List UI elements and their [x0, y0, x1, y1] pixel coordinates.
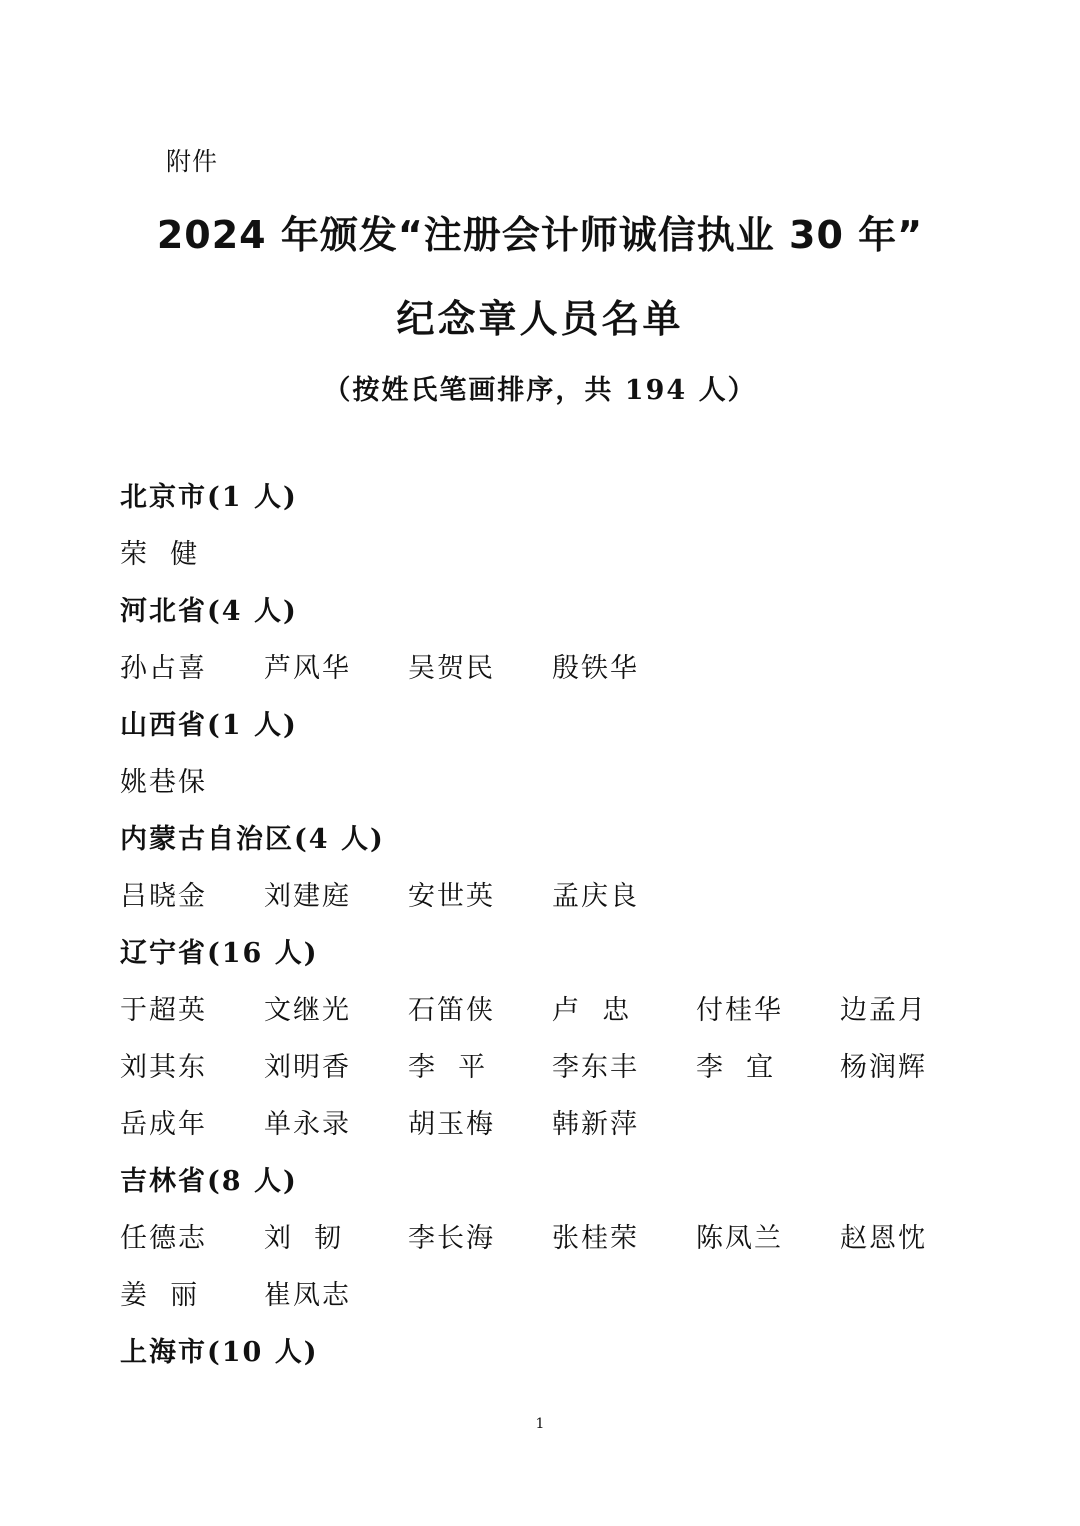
- person-name: 付桂华: [696, 995, 783, 1026]
- person-name: 岳成年: [120, 1109, 207, 1140]
- names-row: [120, 989, 1000, 1046]
- person-name: 石笛侠: [408, 995, 495, 1026]
- names-row: [120, 875, 1000, 932]
- person-name: 于超英: [120, 995, 207, 1026]
- person-name: 吕晓金: [120, 881, 207, 912]
- attachment-label: 附件: [166, 147, 219, 176]
- person-name: 李东丰: [552, 1052, 639, 1083]
- person-name: 杨润辉: [840, 1052, 927, 1083]
- person-name: 李长海: [408, 1223, 495, 1254]
- person-name: 吴贺民: [408, 653, 495, 684]
- person-name: 刘明香: [264, 1052, 351, 1083]
- name-list: [120, 476, 1000, 1388]
- page-number: 1: [535, 1416, 545, 1432]
- person-name: 孟庆良: [552, 881, 639, 912]
- person-name: 崔凤志: [264, 1280, 351, 1311]
- person-name: 芦风华: [264, 653, 351, 684]
- person-name: 安世英: [408, 881, 495, 912]
- person-name: 刘其东: [120, 1052, 207, 1083]
- names-row: [120, 533, 1000, 590]
- document-subtitle: （按姓氏笔画排序，共 194 人）: [323, 375, 757, 406]
- person-name: 荣 健: [120, 539, 200, 570]
- person-name: 文继光: [264, 995, 351, 1026]
- names-row: [120, 1217, 1000, 1274]
- person-name: 刘建庭: [264, 881, 351, 912]
- region-heading: 吉林省(8 人): [120, 1166, 298, 1197]
- person-name: 孙占喜: [120, 653, 207, 684]
- person-name: 刘 韧: [264, 1223, 344, 1254]
- names-row: [120, 761, 1000, 818]
- person-name: 殷铁华: [552, 653, 639, 684]
- names-row: [120, 1103, 1000, 1160]
- person-name: 边孟月: [840, 995, 927, 1026]
- person-name: 任德志: [120, 1223, 207, 1254]
- region-heading: 北京市(1 人): [120, 482, 298, 513]
- person-name: 单永录: [264, 1109, 351, 1140]
- person-name: 张桂荣: [552, 1223, 639, 1254]
- person-name: 姚巷保: [120, 767, 207, 798]
- person-name: 胡玉梅: [408, 1109, 495, 1140]
- names-row: [120, 647, 1000, 704]
- document-title-line1: 2024 年颁发“注册会计师诚信执业 30 年”: [156, 213, 924, 257]
- person-name: 李 平: [408, 1052, 488, 1083]
- region-heading: 内蒙古自治区(4 人): [120, 824, 385, 855]
- region-heading: 山西省(1 人): [120, 710, 298, 741]
- person-name: 赵恩忱: [840, 1223, 927, 1254]
- names-row: [120, 1046, 1000, 1103]
- person-name: 卢 忠: [552, 995, 632, 1026]
- region-heading: 辽宁省(16 人): [120, 938, 319, 969]
- region-heading: 上海市(10 人): [120, 1337, 319, 1368]
- document-title-line2: 纪念章人员名单: [396, 297, 684, 341]
- names-row: [120, 1274, 1000, 1331]
- person-name: 陈凤兰: [696, 1223, 783, 1254]
- person-name: 姜 丽: [120, 1280, 200, 1311]
- person-name: 李 宜: [696, 1052, 776, 1083]
- region-heading: 河北省(4 人): [120, 596, 298, 627]
- person-name: 韩新萍: [552, 1109, 639, 1140]
